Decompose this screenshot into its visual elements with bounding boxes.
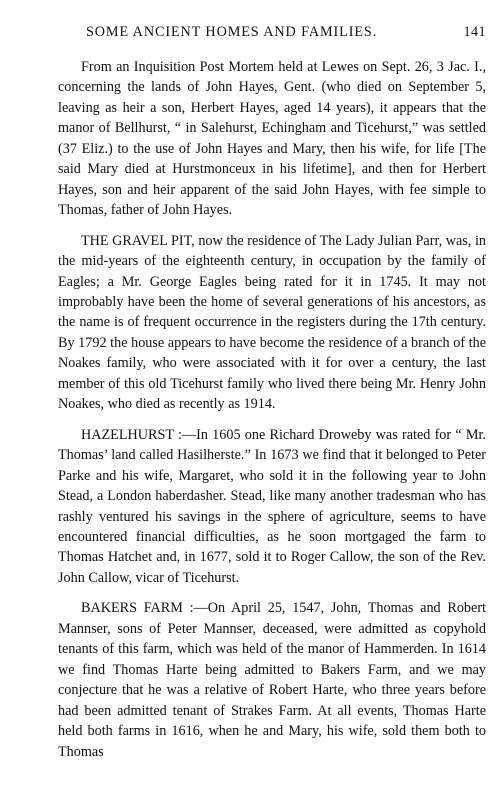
body-text bbox=[58, 57, 486, 762]
paragraph-bakers-farm: BAKERS FARM :—On April 25, 1547, John, Thomas and Robert Mannser, sons of Peter Mannser, deceased, were admitted as copyhold tenants of this farm, which was held of the manor of Hammerden. In 1614 we find Thomas Harte being admitted to Bakers Farm, and we may conjecture that he was a relative of Robert Harte, who three years before had been admitted tenant of Strakes Farm. At all events, Thomas Harte held both farms in 1616, when he and Mary, his wife, sold them both to Thomas bbox=[58, 600, 486, 760]
running-title: SOME ANCIENT HOMES AND FAMILIES. bbox=[86, 24, 378, 40]
paragraph-hazelhurst: HAZELHURST :—In 1605 one Richard Droweby was rated for “ Mr. Thomas’ land called Hasilherste.” In 1673 we find that it belonged to Peter Parke and his wife, Margaret, who sold it in the following year to John Stead, a London haberdasher. Stead, like many another tradesman who has rashly ventured his savings in the sphere of agriculture, seems to have encountered financial difficulties, as he soon mortgaged the farm to Thomas Hatchet and, in 1677, sold it to Roger Callow, the son of the Rev. John Callow, vicar of Ticehurst. bbox=[58, 426, 486, 586]
paragraph-gravel-pit: THE GRAVEL PIT, now the residence of The Lady Julian Parr, was, in the mid-years of the eighteenth century, in occupation by the family of Eagles; a Mr. George Eagles being rated for it in 1745. It may not improbably have been the home of several generations of his ancestors, as the name is of frequent occurrence in the registers during the 17th century. By 1792 the house appears to have become the residence of a branch of the Noakes family, who were associated with it for over a century, the last member of this old Ticehurst family who lived there being Mr. Henry John Noakes, who died as recently as 1914. bbox=[58, 232, 486, 413]
running-head bbox=[58, 24, 486, 46]
paragraph-bellhurst-inquisition: From an Inquisition Post Mortem held at Lewes on Sept. 26, 3 Jac. I., concerning the lands of John Hayes, Gent. (who died on September 5, leaving as heir a son, Herbert Hayes, aged 14 years), it appears that the manor of Bellhurst, “ in Salehurst, Echingham and Ticehurst,” was settled (37 Eliz.) to the use of John Hayes and Mary, then his wife, for life [The said Mary died at Hurstmonceux in his lifetime], and then for Herbert Hayes, son and heir apparent of the said John Hayes, with fee simple to Thomas, father of John Hayes. bbox=[58, 59, 486, 219]
page-number: 141 bbox=[463, 24, 486, 40]
